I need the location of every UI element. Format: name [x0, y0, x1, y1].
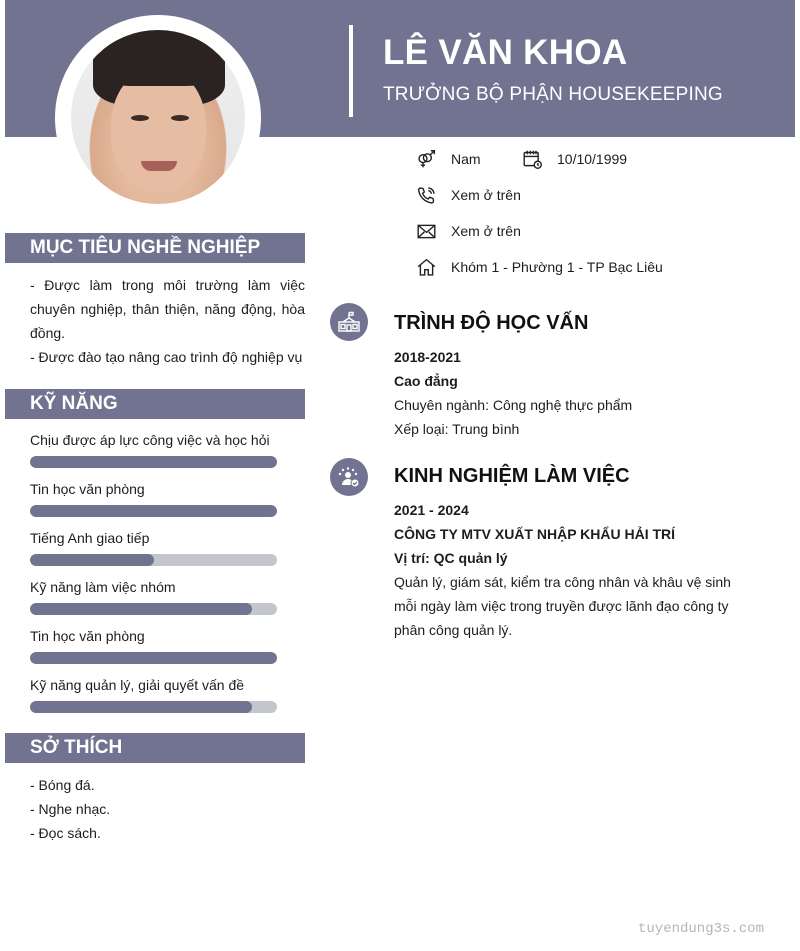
skills-heading: KỸ NĂNG: [5, 389, 305, 419]
birthday-value: 10/10/1999: [557, 151, 628, 167]
skill-bar-fill: [30, 456, 277, 468]
mail-icon: [415, 220, 437, 242]
address-value: Khóm 1 - Phường 1 - TP Bạc Liêu: [451, 259, 663, 275]
avatar-face: [111, 68, 206, 193]
gender-icon: [415, 148, 437, 170]
objective-paragraph-2: - Được đào tạo nâng cao trình độ nghiệp vụ: [30, 349, 303, 365]
experience-period: 2021 - 2024: [394, 502, 469, 518]
skill-bar-fill: [30, 505, 277, 517]
phone-icon: [415, 184, 437, 206]
skill-bar: [30, 456, 277, 468]
contact-gender: [415, 148, 481, 170]
objective-heading: MỤC TIÊU NGHỀ NGHIỆP: [5, 233, 305, 263]
candidate-name: LÊ VĂN KHOA: [383, 33, 628, 72]
experience-description: Quản lý, giám sát, kiểm tra công nhân và khâu vệ sinh mỗi ngày làm việc trong truyền được lãnh đạo công ty phân công quản lý.: [394, 574, 731, 638]
contact-phone: [415, 184, 521, 206]
skill-label: Kỹ năng quản lý, giải quyết vấn đề: [30, 677, 245, 693]
rated-user-icon: [330, 458, 368, 496]
hobby-item: - Nghe nhạc.: [30, 801, 111, 817]
skill-bar: [30, 505, 277, 517]
education-heading: TRÌNH ĐỘ HỌC VẤN: [394, 312, 589, 334]
email-value[interactable]: Xem ở trên: [451, 223, 521, 239]
avatar-eye-right: [171, 115, 189, 121]
skill-label: Tiếng Anh giao tiếp: [30, 530, 150, 546]
hobby-item: - Bóng đá.: [30, 777, 95, 793]
skill-label: Tin học văn phòng: [30, 628, 145, 644]
education-major: Chuyên ngành: Công nghệ thực phẩm: [394, 397, 633, 413]
phone-value[interactable]: Xem ở trên: [451, 187, 521, 203]
avatar-mouth: [141, 161, 177, 171]
skill-bar: [30, 603, 277, 615]
calendar-icon: [521, 148, 543, 170]
education-period: 2018-2021: [394, 349, 461, 365]
experience-heading: KINH NGHIỆM LÀM VIỆC: [394, 465, 630, 487]
skill-bar-fill: [30, 652, 277, 664]
hobbies-heading: SỞ THÍCH: [5, 733, 305, 763]
job-title: TRƯỞNG BỘ PHẬN HOUSEKEEPING: [383, 84, 723, 105]
skill-bar-fill: [30, 554, 154, 566]
name-divider: [349, 25, 353, 117]
experience-position: Vị trí: QC quản lý: [394, 550, 508, 566]
gender-value: Nam: [451, 151, 481, 167]
skill-bar-fill: [30, 603, 252, 615]
skill-label: Kỹ năng làm việc nhóm: [30, 579, 176, 595]
watermark: tuyendung3s.com: [638, 921, 765, 937]
skill-bar: [30, 554, 277, 566]
skill-bar: [30, 701, 277, 713]
skill-label: Tin học văn phòng: [30, 481, 145, 497]
skill-label: Chịu được áp lực công việc và học hỏi: [30, 432, 270, 448]
avatar-fringe: [93, 34, 225, 86]
contact-address: [415, 256, 663, 278]
avatar-eye-left: [131, 115, 149, 121]
home-icon: [415, 256, 437, 278]
school-icon: [330, 303, 368, 341]
objective-paragraph-1: - Được làm trong môi trường làm việc chuyên nghiệp, thân thiện, năng động, hòa đồng.: [30, 277, 305, 341]
avatar: [71, 30, 245, 204]
experience-company: CÔNG TY MTV XUẤT NHẬP KHẨU HẢI TRÍ: [394, 526, 676, 542]
skill-bar-fill: [30, 701, 252, 713]
education-degree: Cao đẳng: [394, 373, 458, 389]
skill-bar: [30, 652, 277, 664]
contact-email: [415, 220, 521, 242]
hobby-item: - Đọc sách.: [30, 825, 101, 841]
education-grade: Xếp loại: Trung bình: [394, 421, 520, 437]
contact-birthday: [521, 148, 627, 170]
